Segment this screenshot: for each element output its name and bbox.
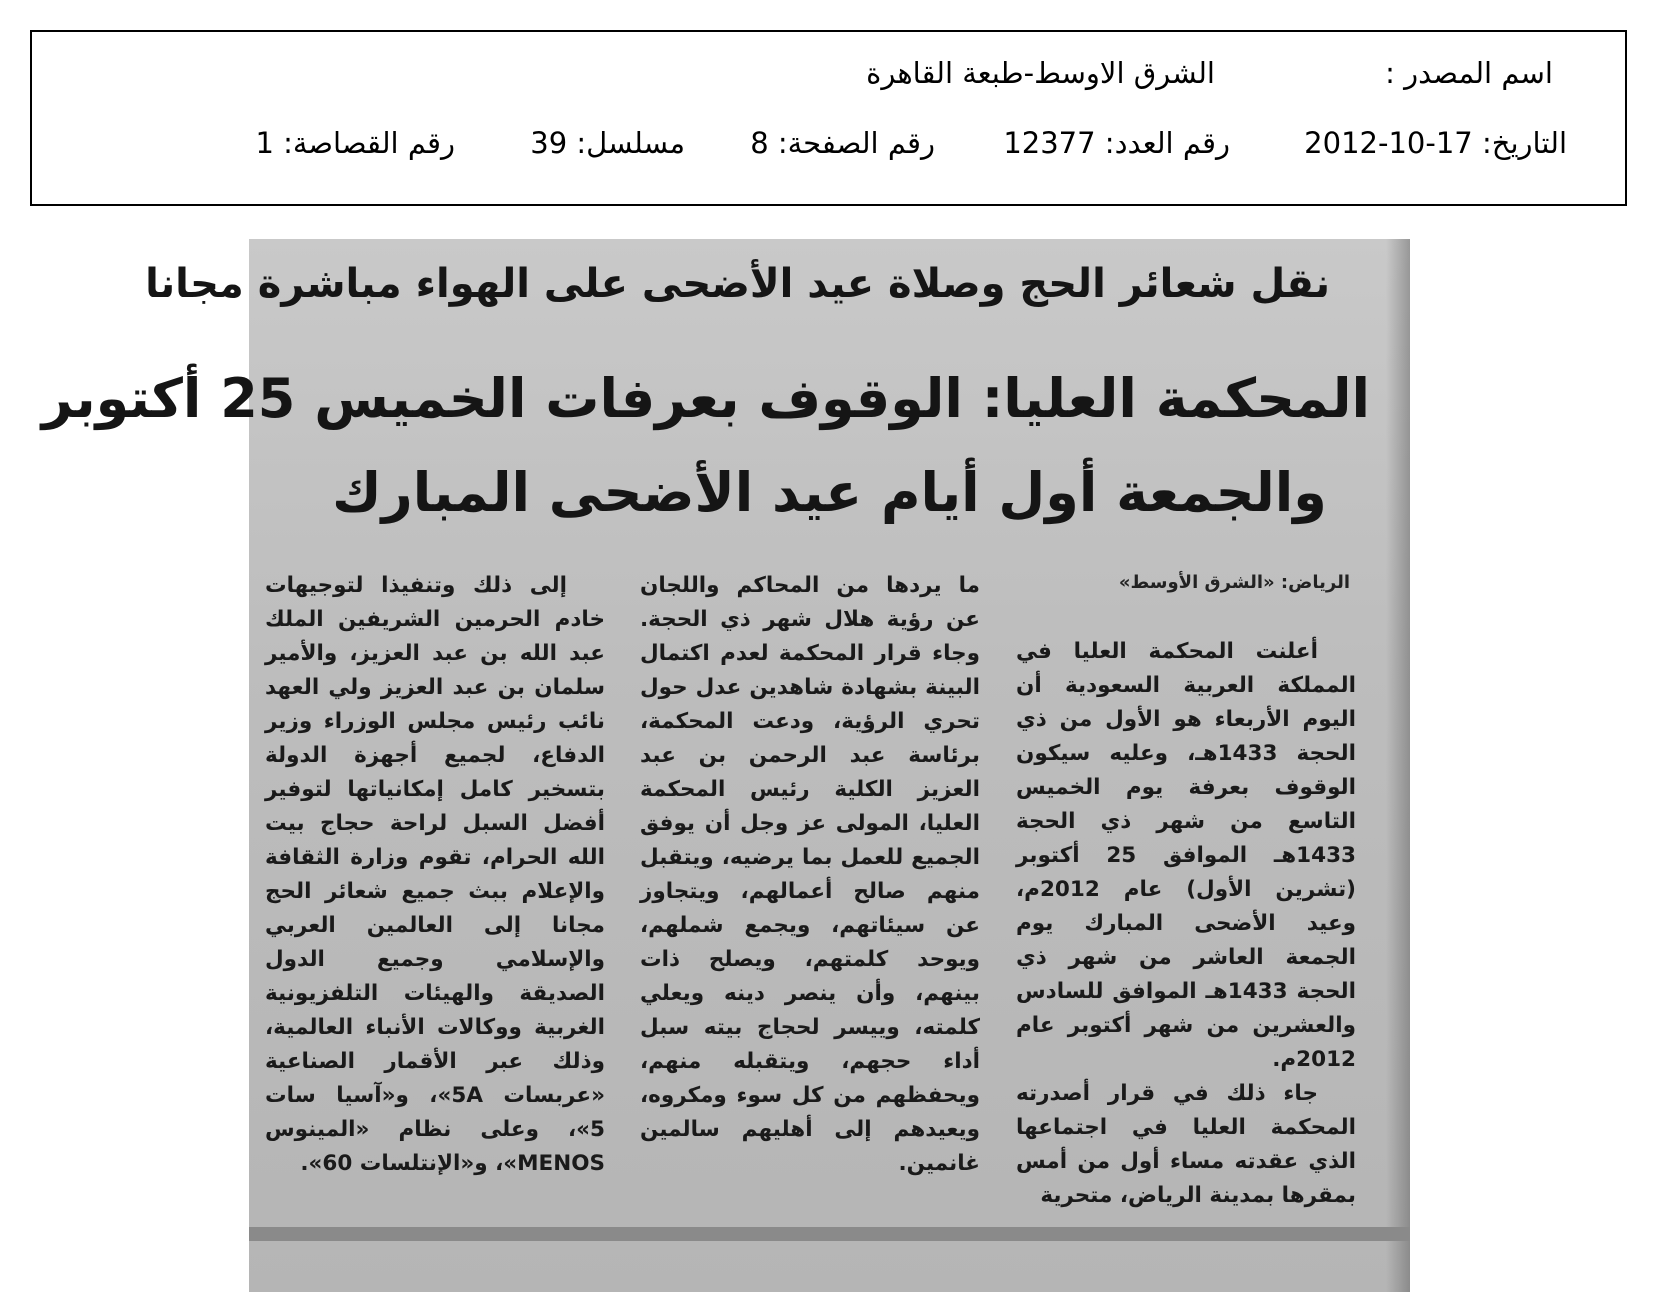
article-kicker: نقل شعائر الحج وصلاة عيد الأضحى على الهواء مباشرة مجانا bbox=[145, 261, 1330, 307]
date-field: التاريخ: 17-10-2012 bbox=[1304, 126, 1567, 160]
column-2-paragraph-1: ما يردها من المحاكم واللجان عن رؤية هلال شهر ذي الحجة. وجاء قرار المحكمة لعدم اكتمال البينة بشهادة شاهدين عدل حول تحري الرؤية، ودعت المحكمة، برئاسة عبد الرحمن بن عبد العزيز الكلية رئيس المحكمة العليا، المولى عز وجل أن يوفق الجميع للعمل بما يرضيه، ويتقبل منهم صالح أعمالهم، ويتجاوز عن سيئاتهم، ويجمع شملهم، ويوحد كلمتهم، ويصلح ذات بينهم، وأن ينصر دينه ويعلي كلمته، وييسر لحجاج بيته سبل أداء حجهم، ويتقبله منهم، ويحفظهم من كل سوء ومكروه، ويعيدهم إلى أهليهم سالمين غانمين. bbox=[640, 573, 980, 1176]
article-headline-line2: والجمعة أول أيام عيد الأضحى المبارك bbox=[332, 461, 1327, 524]
source-value: الشرق الاوسط-طبعة القاهرة bbox=[866, 56, 1215, 90]
article-byline: الرياض: «الشرق الأوسط» bbox=[1118, 572, 1350, 593]
clipping-metadata-box bbox=[30, 30, 1627, 206]
article-column-3 bbox=[265, 569, 605, 1181]
article-headline-line1: المحكمة العليا: الوقوف بعرفات الخميس 25 أكتوبر bbox=[41, 367, 1370, 430]
article-column-2 bbox=[640, 569, 980, 1181]
column-3-paragraph-1: إلى ذلك وتنفيذا لتوجيهات خادم الحرمين الشريفين الملك عبد الله بن عبد العزيز، والأمير سلمان بن عبد العزيز ولي العهد نائب رئيس مجلس الوزراء وزير الدفاع، لجميع أجهزة الدولة بتسخير كامل إمكانياتها لتوفير أفضل السبل لراحة حجاج بيت الله الحرام، تقوم وزارة الثقافة والإعلام ببث جميع شعائر الحج مجانا إلى العالمين العربي والإسلامي وجميع الدول الصديقة والهيئات التلفزيونية الغربية ووكالات الأنباء العالمية، وذلك عبر الأقمار الصناعية «عربسات 5A»، و«آسيا سات 5»، وعلى نظام «المينوس MENOS»، و«الإنتلسات 60». bbox=[265, 573, 605, 1176]
source-label: اسم المصدر : bbox=[1385, 56, 1553, 90]
bottom-rule-divider bbox=[249, 1227, 1410, 1241]
page-number-field: رقم الصفحة: 8 bbox=[750, 126, 935, 160]
column-1-paragraph-2: جاء ذلك في قرار أصدرته المحكمة العليا في اجتماعها الذي عقدته مساء أول من أمس بمقرها بمدينة الرياض، متحرية bbox=[1016, 1081, 1356, 1208]
clip-number-field: رقم القصاصة: 1 bbox=[255, 126, 455, 160]
serial-field: مسلسل: 39 bbox=[530, 126, 685, 160]
newspaper-clipping bbox=[41, 239, 1410, 1292]
issue-number-field: رقم العدد: 12377 bbox=[1003, 126, 1230, 160]
article-column-1 bbox=[1016, 635, 1356, 1213]
column-1-paragraph-1: أعلنت المحكمة العليا في المملكة العربية السعودية أن اليوم الأربعاء هو الأول من ذي الحجة 1433هـ، وعليه سيكون الوقوف بعرفة يوم الخميس التاسع من شهر ذي الحجة 1433هـ الموافق 25 أكتوبر (تشرين الأول) عام 2012م، وعيد الأضحى المبارك يوم الجمعة العاشر من شهر ذي الحجة 1433هـ الموافق للسادس والعشرين من شهر أكتوبر عام 2012م. bbox=[1016, 639, 1357, 1072]
